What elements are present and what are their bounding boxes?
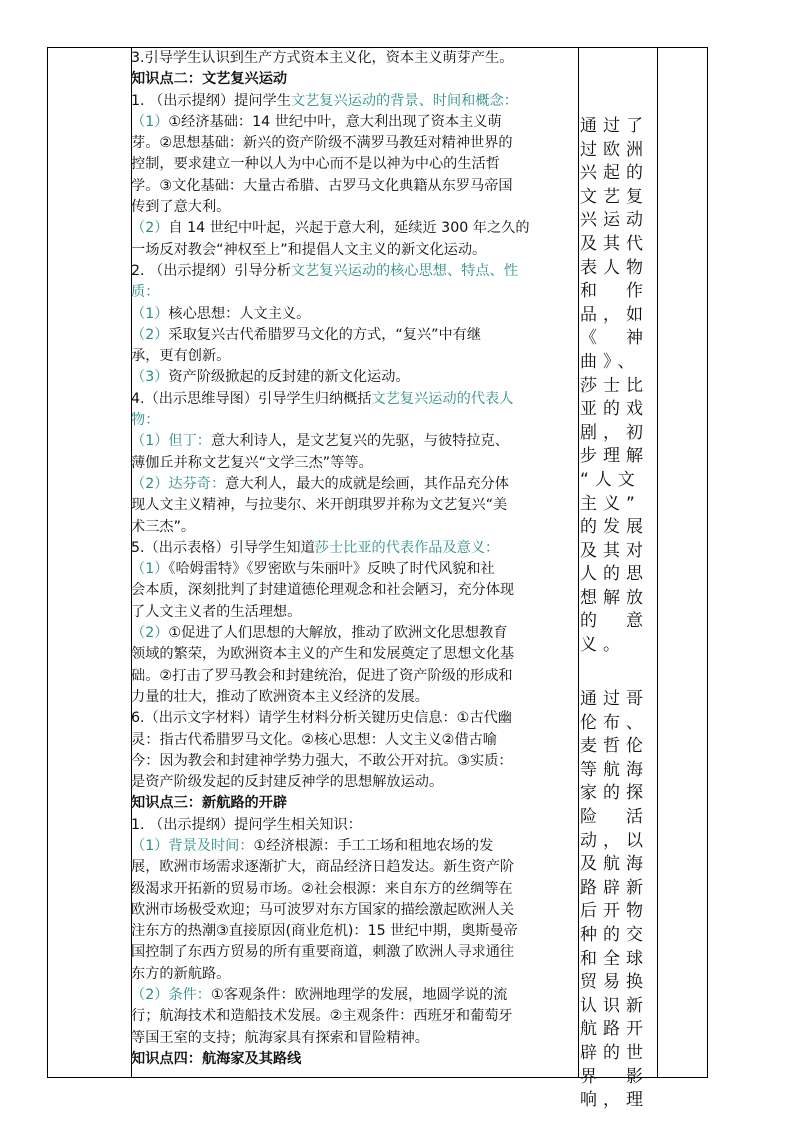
- note-line: [580, 688, 655, 712]
- note-line: [580, 186, 655, 210]
- line-text: 知识点三：新航路的开辟: [131, 795, 288, 812]
- line-text: 1. （出示提纲）提问学生: [131, 92, 291, 109]
- line-text: 行；航海技术和造船技术发展。②主观条件：西班牙和葡萄牙: [131, 1008, 513, 1025]
- text-line: [131, 410, 577, 431]
- note-line: [580, 782, 655, 806]
- note-text: 兴起的: [580, 163, 649, 184]
- note-line: [580, 634, 655, 658]
- note-text: 兴运动: [580, 210, 649, 231]
- line-text: 学。③文化基础：大量古希腊、古罗马文化典籍从东罗马帝国: [131, 177, 513, 194]
- note-text: 航路开: [580, 1019, 649, 1040]
- note-line: [580, 516, 655, 540]
- note-line: [580, 469, 655, 493]
- note-text: 亚的戏: [580, 399, 649, 420]
- note-line: [580, 162, 655, 186]
- line-text: 1. （出示提纲）提问学生相关知识：: [131, 816, 362, 833]
- text-line: [131, 197, 577, 218]
- highlight-text: 莎士比亚的代表作品及意义：: [314, 539, 500, 556]
- note-line: [580, 759, 655, 783]
- note-text: 辟的世: [580, 1042, 649, 1063]
- text-line: [131, 474, 577, 495]
- text-line: [131, 964, 577, 985]
- note-line: [580, 924, 655, 948]
- note-line: [580, 735, 655, 759]
- note-line: [580, 563, 655, 587]
- note-line: [580, 139, 655, 163]
- text-line: [131, 921, 577, 942]
- text-line: [131, 431, 577, 452]
- note-line: [580, 712, 655, 736]
- highlight-text: 物：: [131, 412, 160, 429]
- note-text: 文艺复: [580, 186, 649, 207]
- line-text: 《哈姆雷特》《罗密欧与朱丽叶》反映了时代风貌和社: [168, 561, 495, 578]
- note-text: 品，如: [580, 304, 649, 325]
- note-text: 人的思: [580, 564, 649, 585]
- text-line: [131, 495, 577, 516]
- line-text: 知识点二：文艺复兴运动: [131, 71, 288, 88]
- text-line: [131, 1028, 577, 1049]
- note-text: 险 活: [580, 806, 649, 827]
- note-text: 种的交: [580, 924, 649, 945]
- note-line: [580, 375, 655, 399]
- line-text: 力量的壮大，推动了欧洲资本主义经济的发展。: [131, 688, 429, 705]
- note-text: 后开物: [580, 901, 649, 922]
- note-line: [580, 971, 655, 995]
- line-text: 展，欧洲市场需求逐渐扩大，商品经济日趋发达。新生资产阶: [131, 859, 515, 876]
- note-line: [580, 398, 655, 422]
- text-line: [131, 133, 577, 154]
- text-line: [131, 623, 577, 644]
- text-line: [131, 389, 577, 410]
- line-text: 现人文主义精神，与拉斐尔、米开朗琪罗并称为文艺复兴“美: [131, 497, 508, 514]
- line-text: 等国王室的支持；航海家具有探索和冒险精神。: [131, 1029, 429, 1046]
- line-text: ①促进了人们思想的大解放，推动了欧洲文化思想教育: [168, 625, 508, 642]
- line-text: 核心思想：人文主义。: [168, 305, 311, 322]
- line-text: 5.（出示表格）引导学生知道: [131, 539, 315, 556]
- note-text: 剧，初: [580, 422, 649, 443]
- text-line: [131, 325, 577, 346]
- line-text: 术三杰”。: [131, 518, 196, 535]
- note-text: 的发展: [580, 517, 649, 538]
- text-line: [131, 751, 577, 772]
- note-line: [580, 422, 655, 446]
- note-text: 动，以: [580, 830, 649, 851]
- text-line: [131, 154, 577, 175]
- text-line: [131, 91, 577, 112]
- note-text: 过欧洲: [580, 139, 649, 160]
- text-line: [131, 282, 577, 303]
- line-text: 4.（出示思维导图）引导学生归纳概括: [131, 390, 372, 407]
- note-text: 莎士比: [580, 375, 649, 396]
- note-text: 贸易换: [580, 972, 649, 993]
- text-line: [131, 687, 577, 708]
- highlight-text: （1）背景及时间：: [131, 837, 254, 854]
- line-text: 控制，要求建立一种以人为中心而不是以神为中心的生活哲: [131, 156, 500, 173]
- line-text: 国控制了东西方贸易的所有重要商道，刺激了欧洲人寻求通往: [131, 944, 515, 961]
- highlight-text: （2）条件：: [131, 987, 211, 1004]
- text-line: [131, 708, 577, 729]
- note-text: 及航海: [580, 854, 649, 875]
- text-line: [131, 453, 577, 474]
- note-line: [580, 209, 655, 233]
- highlight-text: （1）但丁：: [131, 433, 211, 450]
- line-text: 意大利人，最大的成就是绘画，其作品充分体: [225, 475, 509, 492]
- note-line: [580, 830, 655, 854]
- highlight-text: （2）: [131, 220, 169, 237]
- note-line: [580, 257, 655, 281]
- note-line: [580, 445, 655, 469]
- note-line: [580, 351, 655, 375]
- text-line: [131, 730, 577, 751]
- note-text: 曲》、: [580, 351, 641, 372]
- line-text: ①经济基础：14 世纪中叶，意大利出现了资本主义萌: [168, 113, 502, 130]
- text-line: [131, 240, 577, 261]
- note-line: [580, 806, 655, 830]
- text-line: [131, 346, 577, 367]
- lesson-plan-table: [47, 47, 708, 1111]
- line-text: 承，更有创新。: [131, 348, 231, 365]
- text-line: [131, 218, 577, 239]
- text-line: [131, 176, 577, 197]
- line-text: 资产阶级掀起的反封建的新文化运动。: [168, 369, 410, 386]
- note-line: [580, 115, 655, 139]
- text-line: [131, 538, 577, 559]
- line-text: 一场反对教会“神权至上”和提倡人文主义的新文化运动。: [131, 241, 487, 258]
- note-text: 家的探: [580, 783, 649, 804]
- line-text: 欧洲市场极受欢迎；马可波罗对东方国家的描绘激起欧洲人关: [131, 901, 515, 918]
- note-text: 义。: [580, 635, 626, 656]
- line-text: 意大利诗人，是文艺复兴的先驱，与彼特拉克、: [210, 433, 509, 450]
- note-text: 步理解: [580, 446, 649, 467]
- text-line: [131, 367, 577, 388]
- note-text: 主义”: [580, 493, 641, 514]
- text-line: [131, 666, 577, 687]
- highlight-text: （1）: [131, 113, 169, 130]
- note-line: [580, 327, 655, 351]
- note-text: “人文: [580, 469, 641, 490]
- note-line: [580, 233, 655, 257]
- highlight-text: （2）: [131, 625, 169, 642]
- column-divider: [657, 48, 658, 1077]
- note-text: 表人物: [580, 257, 649, 278]
- section-heading: [131, 69, 577, 90]
- line-text: 传到了意大利。: [131, 199, 231, 216]
- text-line: [131, 580, 577, 601]
- note-line: [580, 995, 655, 1019]
- note-text: 伦布、: [580, 712, 649, 733]
- line-text: 今：因为教会和封建神学势力强大，不敢公开对抗。③实质：: [131, 752, 513, 769]
- note-text: 及其对: [580, 540, 649, 561]
- line-text: 了人文主义者的生活理想。: [131, 603, 302, 620]
- line-text: 领域的繁荣，为欧洲资本主义的产生和发展奠定了思想文化基: [131, 646, 515, 663]
- note-line: [580, 304, 655, 328]
- note-text: 通过哥: [580, 689, 649, 709]
- text-line: [131, 1006, 577, 1027]
- note-line: [580, 948, 655, 972]
- highlight-text: （3）: [131, 369, 169, 386]
- highlight-text: 文艺复兴运动的背景、时间和概念：: [290, 92, 518, 109]
- section-heading: [131, 793, 577, 814]
- design-intent-column-1: [580, 115, 655, 658]
- line-text: 知识点四：航海家及其路线: [131, 1050, 302, 1067]
- line-text: 薄伽丘并称文艺复兴“文学三杰”等等。: [131, 454, 373, 471]
- note-line: [580, 1042, 655, 1066]
- text-line: [131, 304, 577, 325]
- note-text: 通过了: [580, 116, 649, 136]
- text-line: [131, 559, 577, 580]
- note-text: 等航海: [580, 759, 649, 780]
- text-line: [131, 942, 577, 963]
- note-text: 及其代: [580, 233, 649, 254]
- line-text: 注东方的热潮③直接原因(商业危机)：15 世纪中期，奥斯曼帝: [131, 923, 518, 940]
- text-line: [131, 644, 577, 665]
- line-text: 3.引导学生认识到生产方式资本主义化，资本主义萌芽产生。: [131, 50, 514, 66]
- note-line: [580, 280, 655, 304]
- note-text: 想解放: [580, 587, 649, 608]
- note-line: [580, 900, 655, 924]
- note-text: 和 作: [580, 281, 649, 302]
- line-text: 芽。②思想基础：新兴的资产阶级不满罗马教廷对精神世界的: [131, 135, 513, 152]
- note-text: 认识新: [580, 995, 649, 1016]
- highlight-text: （2）: [131, 326, 169, 343]
- line-text: 6.（出示文字材料）请学生材料分析关键历史信息：①古代幽: [131, 710, 512, 727]
- highlight-text: 质：: [131, 284, 160, 301]
- highlight-text: 文艺复兴运动的核心思想、特点、性: [290, 262, 518, 279]
- line-text: 2. （出示提纲）引导分析: [131, 262, 291, 279]
- column-divider: [578, 48, 579, 1077]
- note-text: 响，理: [580, 1090, 649, 1111]
- text-line: [131, 772, 577, 793]
- note-line: [580, 610, 655, 634]
- highlight-text: （1）: [131, 305, 169, 322]
- line-text: 础。②打击了罗马教会和封建统治，促进了资产阶级的形成和: [131, 667, 513, 684]
- text-line: [131, 261, 577, 282]
- note-line: [580, 540, 655, 564]
- highlight-text: 文艺复兴运动的代表人: [371, 390, 514, 407]
- text-line: [131, 48, 577, 69]
- line-text: 级渴求开拓新的贸易市场。②社会根源：来自东方的丝绸等在: [131, 880, 513, 897]
- note-text: 路辟新: [580, 877, 649, 898]
- note-text: 《 神: [580, 328, 649, 349]
- teaching-process-column: [131, 48, 577, 1070]
- note-line: [580, 853, 655, 877]
- line-text: ①客观条件：欧洲地理学的发展，地圆学说的流: [210, 987, 508, 1004]
- note-text: 界 影: [580, 1066, 649, 1087]
- line-text: 是资产阶级发起的反封建反神学的思想解放运动。: [131, 774, 444, 791]
- design-intent-column-2: [580, 688, 655, 1113]
- line-text: ①经济根源：手工工场和租地农场的发: [253, 837, 494, 854]
- note-text: 麦哲伦: [580, 736, 649, 757]
- text-line: [131, 985, 577, 1006]
- note-line: [580, 1089, 655, 1113]
- text-line: [131, 857, 577, 878]
- text-line: [131, 517, 577, 538]
- line-text: 灵：指古代希腊罗马文化。②核心思想：人文主义②借古喻: [131, 731, 497, 748]
- note-text: 和全球: [580, 948, 649, 969]
- line-text: 东方的新航路。: [131, 965, 231, 982]
- note-line: [580, 1066, 655, 1090]
- text-line: [131, 836, 577, 857]
- note-line: [580, 587, 655, 611]
- note-line: [580, 1018, 655, 1042]
- line-text: 会本质，深刻批判了封建道德伦理观念和社会陋习，充分体现: [131, 582, 515, 599]
- text-line: [131, 879, 577, 900]
- line-text: 自 14 世纪中叶起，兴起于意大利，延续近 300 年之久的: [168, 220, 530, 237]
- note-text: 的 意: [580, 611, 649, 632]
- section-heading: [131, 1049, 577, 1070]
- text-line: [131, 815, 577, 836]
- note-line: [580, 877, 655, 901]
- line-text: 采取复兴古代希腊罗马文化的方式，“复兴”中有继: [168, 326, 482, 343]
- highlight-text: （1）: [131, 561, 169, 578]
- highlight-text: （2）达芬奇：: [131, 475, 226, 492]
- text-line: [131, 900, 577, 921]
- text-line: [131, 602, 577, 623]
- note-line: [580, 493, 655, 517]
- text-line: [131, 112, 577, 133]
